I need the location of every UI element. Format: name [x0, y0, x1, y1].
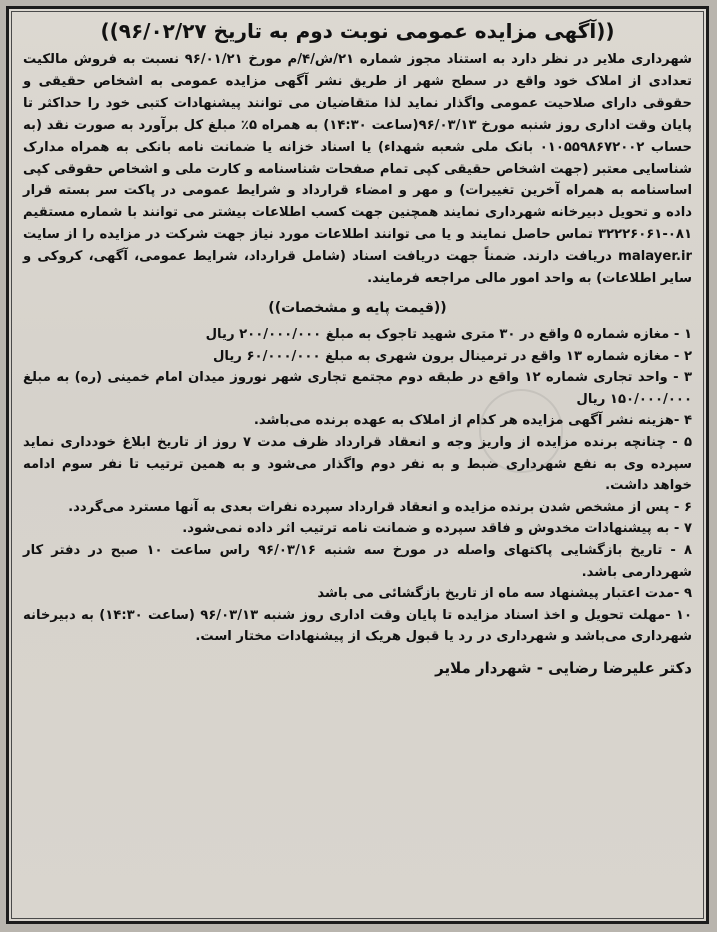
list-item: ۲ - مغازه شماره ۱۳ واقع در ترمینال برون شهری به مبلغ ۶۰/۰۰۰/۰۰۰ ریال — [212, 348, 692, 364]
list-item: ۷ - به پیشنهادات مخدوش و فاقد سپرده و ضمانت نامه ترتیب اثر داده نمی‌شود. — [182, 521, 692, 537]
list-item: ۶ - پس از مشخص شدن برنده مزایده و انعقاد قرارداد سپرده نفرات بعدی به آنها مسترد می‌گردد. — [68, 499, 692, 515]
list-item: ۸ - تاریخ بازگشایی پاکتهای واصله در مورخ سه شنبه ۹۶/۰۳/۱۶ راس ساعت ۱۰ صبح در دفتر کار شهردارمی باشد. — [23, 542, 692, 580]
price-specs-heading: ((قیمت پایه و مشخصات)) — [268, 299, 447, 316]
list-item: ۱۰ -مهلت تحویل و اخذ اسناد مزایده تا پایان وقت اداری روز شنبه ۹۶/۰۳/۱۳ (ساعت ۱۴:۳۰) به دبیرخانه شهرداری می‌باشد و شهرداری در رد یا قبول هریک از پیشنهادات مختار است. — [23, 607, 692, 645]
list-item: ۱ - مغازه شماره ۵ واقع در ۳۰ متری شهید تاجوک به مبلغ ۲۰۰/۰۰۰/۰۰۰ ریال — [205, 326, 692, 342]
list-item: ۵ - چنانچه برنده مزایده از واریز وجه و انعقاد قرارداد ظرف مدت ۷ روز از تاریخ ابلاغ خودداری نماید سپرده وی به نفع شهرداری ضبط و به نفر دوم واگذار می‌شود و به همین ترتیب تا نفر سوم ادامه خواهد داشت. — [23, 434, 692, 494]
list-item: ۹ -مدت اعتبار پیشنهاد سه ماه از تاریخ بازگشائی می باشد — [317, 586, 692, 602]
list-item: ۳ - واحد تجاری شماره ۱۲ واقع در طبقه دوم مجتمع تجاری شهر نوروز میدان امام خمینی (ره) به مبلغ ۱۵۰/۰۰۰/۰۰۰ ریال — [23, 370, 692, 407]
list-item: ۴ -هزینه نشر آگهی مزایده هر کدام از املاک به عهده برنده می‌باشد. — [253, 413, 692, 429]
signature: دکتر علیرضا رضایی - شهردار ملایر — [435, 658, 692, 677]
conditions-list — [23, 324, 692, 648]
notice-intro: شهرداری ملایر در نظر دارد به استناد مجوز شماره ۲۱/ش/۴/م مورخ ۹۶/۰۱/۲۱ نسبت به فروش مالکیت تعدادی از املاک خود واقع در سطح شهر از طریق نشر آگهی مزایده عمومی به اشخاص حقیقی و حقوقی دارای صلاحیت عمومی واگذار نماید لذا متقاضیان می توانند پیشنهادات کتبی خود را حداکثر تا پایان وقت اداری روز شنبه مورخ ۹۶/۰۳/۱۳(ساعت ۱۴:۳۰) به همراه ۵٪ مبلغ کل برآورد به صورت نقد (به حساب ۰۱۰۵۵۹۸۶۷۲۰۰۲ بانک ملی شعبه شهداء) یا اسناد خزانه یا ضمانت نامه بانکی به همراه مدارک شناسایی معتبر (جهت اشخاص حقیقی کپی تمام صفحات شناسنامه و کارت ملی و اشخاص حقوقی کپی اساسنامه به همراه آخرین تغییرات) و مهر و امضاء قرارداد و شرایط عمومی در پاکت سر بسته قرار داده و تحویل دبیرخانه شهرداری نمایند همچنین جهت کسب اطلاعات بیشتر می توانند با شماره مستقیم ۰۸۱-۳۲۲۲۶۰۶۱ تماس حاصل نمایند و یا می توانند اطلاعات مورد نیاز جهت شرکت در مزایده را از سایت malayer.ir دریافت دارند. ضمناً جهت دریافت اسناد (شامل قرارداد، شرایط عمومی، آگهی، کروکی و سایر اطلاعات) به واحد امور مالی مراجعه فرمایند. — [23, 52, 693, 287]
auction-notice — [6, 6, 709, 924]
notice-title: ((آگهی مزایده عمومی نوبت دوم به تاریخ ۹۶/۰۲/۲۷)) — [100, 19, 615, 43]
